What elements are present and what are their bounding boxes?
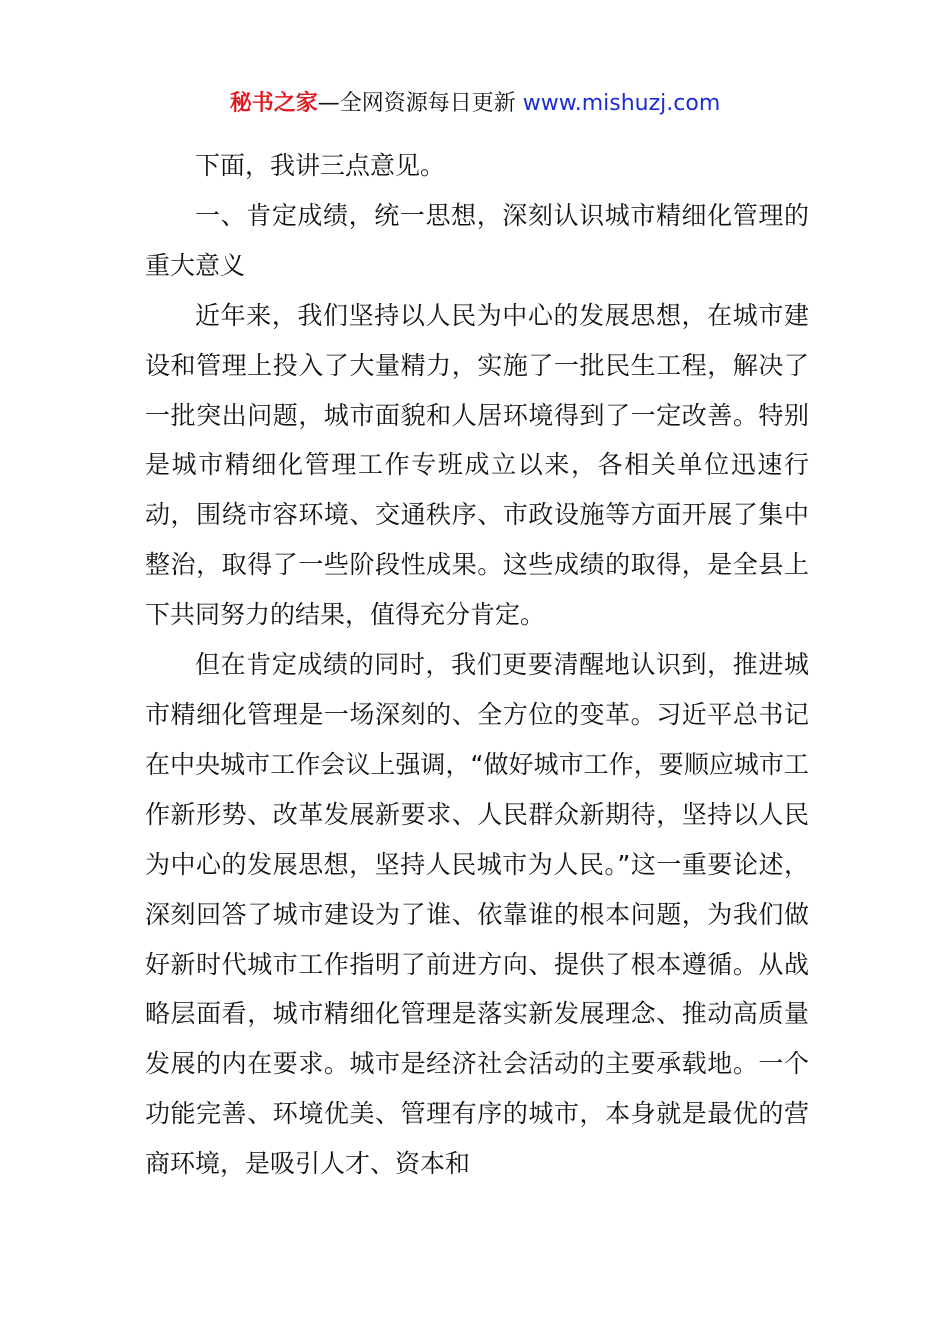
paragraph-intro: 下面，我讲三点意见。 (195, 151, 446, 180)
brand-name: 秘书之家 (229, 91, 318, 116)
document-body (145, 141, 809, 1189)
page-header (0, 88, 950, 120)
section-heading: 一、肯定成绩，统一思想，深刻认识城市精细化管理的重大意义 (145, 200, 809, 280)
header-tagline: —全网资源每日更新 (317, 91, 523, 116)
paragraph-achievements: 近年来，我们坚持以人民为中心的发展思想，在城市建设和管理上投入了大量精力，实施了一批民生工程，解决了一批突出问题，城市面貌和人居环境得到了一定改善。特别是城市精细化管理工作专班成立以来，各相关单位迅速行动，围绕市容环境、交通秩序、市政设施等方面开展了集中整治，取得了一些阶段性成果。这些成绩的取得，是全县上下共同努力的结果，值得充分肯定。 (145, 300, 809, 630)
site-link[interactable]: www.mishuzj.com (522, 91, 721, 116)
paragraph-reform: 但在肯定成绩的同时，我们更要清醒地认识到，推进城市精细化管理是一场深刻的、全方位的变革。习近平总书记在中央城市工作会议上强调，“做好城市工作，要顺应城市工作新形势、改革发展新要求、人民群众新期待，坚持以人民为中心的发展思想，坚持人民城市为人民。”这一重要论述，深刻回答了城市建设为了谁、依靠谁的根本问题，为我们做好新时代城市工作指明了前进方向、提供了根本遵循。从战略层面看，城市精细化管理是落实新发展理念、推动高质量发展的内在要求。城市是经济社会活动的主要承载地。一个功能完善、环境优美、管理有序的城市，本身就是最优的营商环境，是吸引人才、资本和 (145, 650, 809, 1179)
